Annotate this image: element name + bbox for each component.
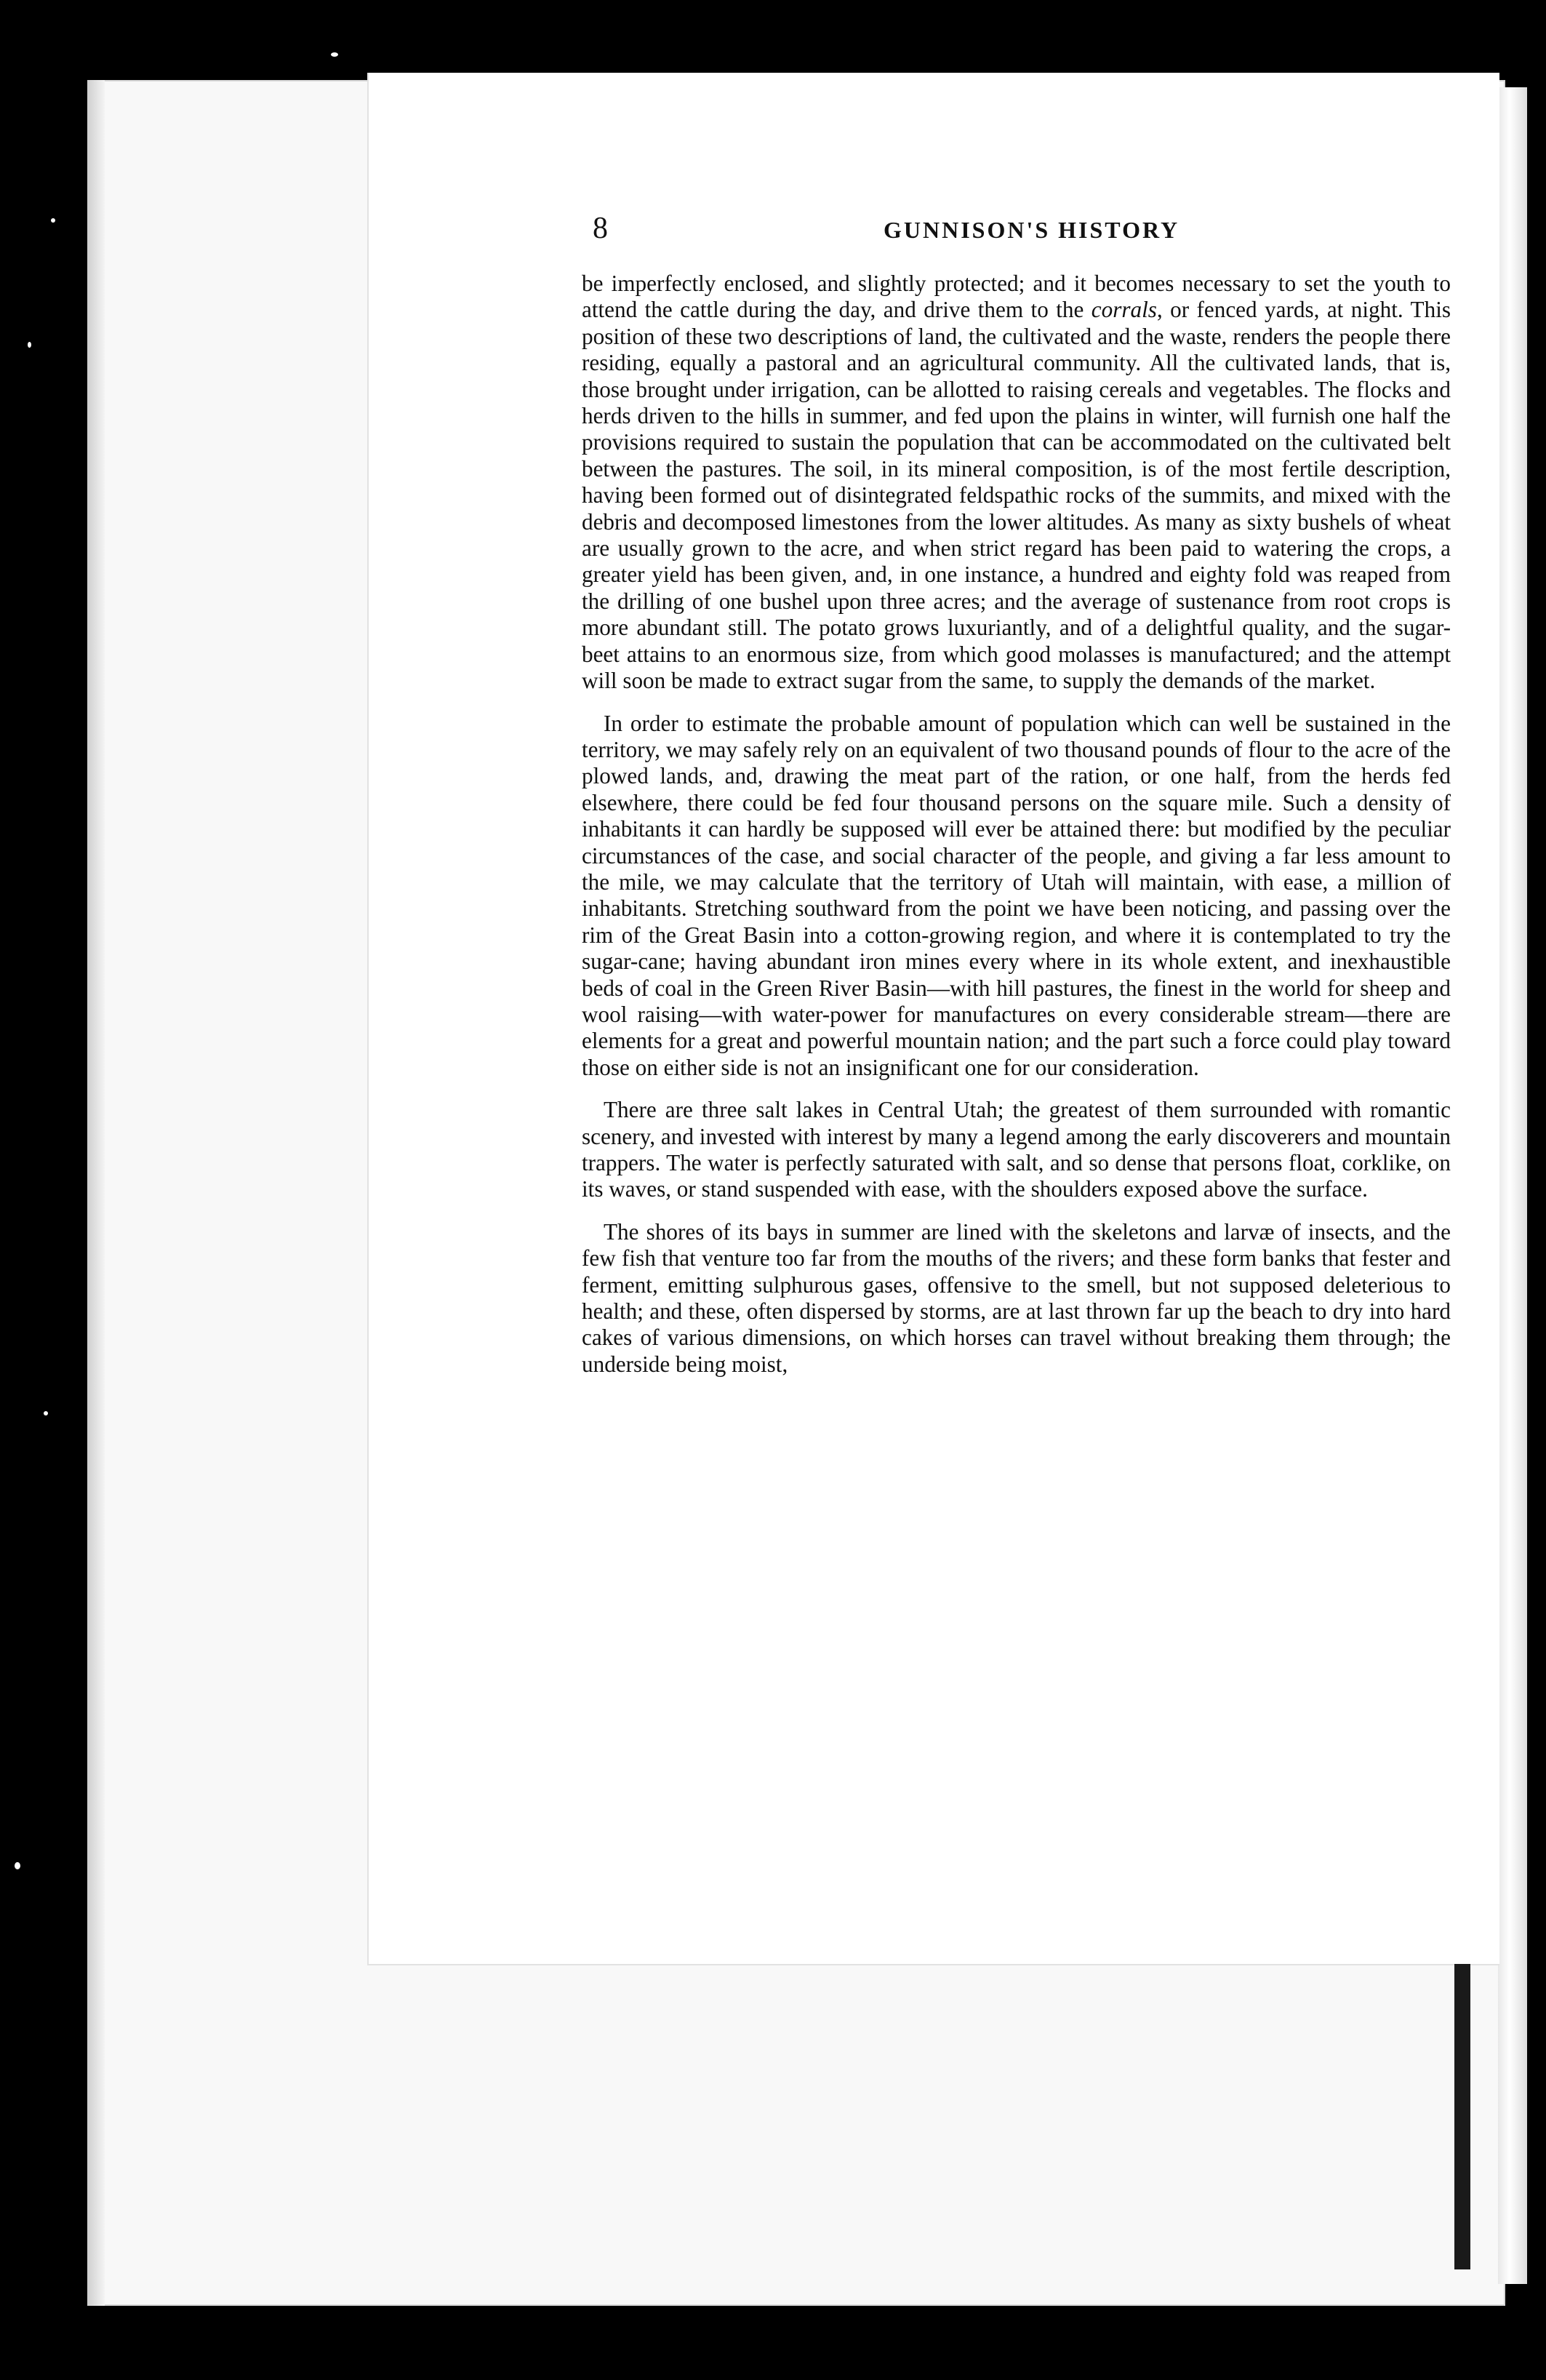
running-head: GUNNISON'S HISTORY: [884, 217, 1180, 243]
paragraph: [582, 1097, 1451, 1203]
scan-speck: [28, 342, 31, 348]
paragraph-text: The shores of its bays in summer are lined with the skeletons and larvæ of insects, and the few fish that venture too far from the mouths of the rivers; and these form banks that fester and ferment, emitting sulphurous gases, offensive to the smell, but not supposed deleterious to health; and these, often dispersed by storms, are at last thrown far up the beach to dry into hard cakes of various dimensions, on which horses can travel without breaking them through; the underside being moist,: [582, 1218, 1451, 1377]
paragraph: [582, 711, 1451, 1082]
body-text: [582, 271, 1451, 1394]
paragraph: [582, 1219, 1451, 1378]
scan-speck: [44, 1411, 48, 1415]
page-number: 8: [593, 212, 608, 245]
scan-speck: [331, 52, 338, 57]
italic-term: corrals: [1091, 297, 1157, 323]
page-stack-edge: [1498, 87, 1527, 2284]
page-header: [593, 211, 1458, 255]
scan-speck: [15, 1862, 20, 1869]
paragraph-text: , or fenced yards, at night. This position of these two descriptions of land, the cultivated and the waste, renders the people there residing, equally a pastoral and an agricultural community. All the cultivated lands, that is, those brought under irrigation, can be allotted to raising cereals and vegetables. The flocks and herds driven to the hills in summer, and fed upon the plains in winter, will furnish one half the provisions required to sustain the population that can be accommodated on the cultivated belt between the pastures. The soil, in its mineral composition, is of the most fertile description, having been formed out of disintegrated feldspathic rocks of the summits, and mixed with the debris and decomposed limestones from the lower altitudes. As many as sixty bushels of wheat are usually grown to the acre, and when strict regard has been paid to watering the crops, a greater yield has been given, and, in one instance, a hundred and eighty fold was reaped from the drilling of one bushel upon three acres; and the average of sustenance from root crops is more abundant still. The potato grows luxuriantly, and of a delightful quality, and the sugar-beet attains to an enormous size, from which good molasses is manufactured; and the attempt will soon be made to extract sugar from the same, to supply the demands of the market.: [582, 297, 1451, 694]
paragraph-text: In order to estimate the probable amount of population which can well be sustained in the territory, we may safely rely on an equivalent of two thousand pounds of flour to the acre of the plowed lands, and, drawing the meat part of the ration, or one half, from the herds fed elsewhere, there could be fed four thousand persons on the square mile. Such a density of inhabitants it can hardly be supposed will ever be attained there: but modified by the peculiar circumstances of the case, and social character of the people, and giving a far less amount to the mile, we may calculate that the territory of Utah will maintain, with ease, a million of inhabitants. Stretching southward from the point we have been noticing, and passing over the rim of the Great Basin into a cotton-growing region, and where it is contemplated to try the sugar-cane; having abundant iron mines every where in its whole extent, and inexhaustible beds of coal in the Green River Basin—with hill pastures, the finest in the world for sheep and wool raising—with water-power for manufactures on every considerable stream—there are elements for a great and powerful mountain nation; and the part such a force could play toward those on either side is not an insignificant one for our consideration.: [582, 710, 1451, 1080]
paragraph-text: be imperfectly enclosed, and slightly protected; and it becomes necessary to set the youth to attend the cattle during the day, and drive them to the: [582, 271, 1451, 323]
binding-shadow: [1454, 1964, 1470, 2269]
paragraph-text: There are three salt lakes in Central Utah; the greatest of them surrounded with romantic scenery, and invested with interest by many a legend among the early discoverers and mountain trappers. The water is perfectly saturated with salt, and so dense that persons float, corklike, on its waves, or stand suspended with ease, with the shoulders exposed above the surface.: [582, 1097, 1451, 1202]
leaf-edge: [87, 80, 105, 2306]
scan-speck: [51, 218, 55, 223]
paragraph: [582, 271, 1451, 695]
